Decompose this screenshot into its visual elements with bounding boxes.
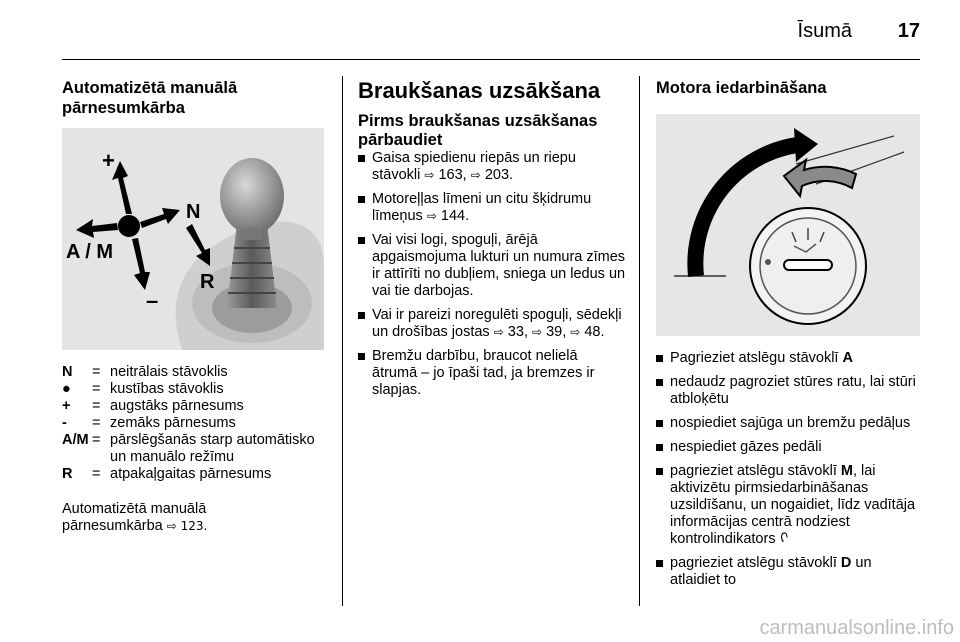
bullet-icon <box>358 237 365 244</box>
list-item: Vai ir pareizi noregulēti spoguļi, sēdekļi un drošības jostas ⇨ 33, ⇨ 39, ⇨ 48. <box>358 307 626 341</box>
list-item: Motoreļļas līmeni un citu šķidrumu līmeņus ⇨ 144. <box>358 191 626 225</box>
bullet-icon <box>656 420 663 427</box>
gear-selector-figure <box>62 128 324 350</box>
list-item: pagrieziet atslēgu stāvoklī D un atlaidiet to <box>656 555 920 589</box>
legend-row: N = neitrālais stāvoklis <box>62 364 228 380</box>
am-label: A / M <box>66 241 114 263</box>
list-item: Gaisa spiedienu riepās un riepu stāvokli ⇨ 163, ⇨ 203. <box>358 150 626 184</box>
list-item: nespiediet gāzes pedāli <box>656 439 920 456</box>
watermark: carmanualsonline.info <box>759 617 954 639</box>
pre-drive-checklist <box>358 150 626 399</box>
gearbox-heading: Automatizētā manuālā pārnesumkārba <box>62 79 238 117</box>
bullet-icon <box>656 355 663 362</box>
legend-row: ● = kustības stāvoklis <box>62 381 224 397</box>
list-item: Vai visi logi, spoguļi, ārējā apgaismojuma lukturi un numura zīmes ir attīrīti no dubļiem, sniega un ledus un vai tie darbojas. <box>358 232 626 300</box>
ignition-figure <box>656 114 920 336</box>
column-engine-start <box>656 78 920 596</box>
page-ref-link[interactable]: ⇨ <box>532 325 543 339</box>
r-label: R <box>200 271 215 293</box>
list-item: nospiediet sajūga un bremžu pedāļus <box>656 415 920 432</box>
ignition-illustration <box>656 114 920 336</box>
page-ref-link[interactable]: ⇨ <box>470 168 481 182</box>
page-number: 17 <box>897 20 920 42</box>
gearbox-reference: Automatizētā manuālā pārnesumkārba ⇨ 123. <box>62 501 208 534</box>
page-ref-link[interactable]: ⇨ <box>426 209 437 223</box>
page-header <box>0 0 960 60</box>
bullet-icon <box>358 155 365 162</box>
list-item: Bremžu darbību, braucot nelielā ātrumā – jo īpaši tad, ja bremzes ir slapjas. <box>358 348 626 399</box>
page-ref-link[interactable]: ⇨ <box>493 325 504 339</box>
legend-row: R = atpakaļgaitas pārnesums <box>62 466 272 482</box>
column-divider <box>342 76 343 606</box>
n-label: N <box>186 201 201 223</box>
section-title: Īsumā <box>797 20 852 42</box>
legend-row: A/M = pārslēgšanās starp automātisko un manuālo režīmu <box>62 432 315 465</box>
column-driving-start <box>358 78 626 406</box>
engine-start-steps <box>656 350 920 589</box>
legend-row: + = augstāks pārnesums <box>62 398 244 414</box>
plus-label: + <box>102 148 115 173</box>
page-ref-link[interactable]: ⇨ <box>570 325 581 339</box>
bullet-icon <box>358 196 365 203</box>
page-ref-link[interactable]: ⇨ <box>424 168 435 182</box>
bullet-icon <box>656 444 663 451</box>
engine-start-heading: Motora iedarbināšana <box>656 79 827 97</box>
header-rule <box>62 59 920 60</box>
gear-legend <box>62 364 324 483</box>
column-gearbox <box>62 78 324 535</box>
glow-plug-indicator-icon: ᢉ <box>779 531 788 547</box>
list-item: pagrieziet atslēgu stāvoklī M, lai aktivizētu pirmsiedarbināšanas uzsildīšanu, un nogaidiet, līdz vadītāja informācijas centrā nodziest kontrolindikators ᢉ <box>656 463 920 548</box>
list-item: nedaudz pagroziet stūres ratu, lai stūri atbloķētu <box>656 374 920 408</box>
list-item: Pagrieziet atslēgu stāvoklī A <box>656 350 920 367</box>
page-ref-link[interactable]: ⇨ 123. <box>166 519 208 533</box>
column-divider <box>639 76 640 606</box>
bullet-icon <box>358 353 365 360</box>
pre-drive-check-heading: Pirms braukšanas uzsākšanas pārbaudiet <box>358 112 598 149</box>
minus-label: – <box>146 288 159 313</box>
bullet-icon <box>656 560 663 567</box>
bullet-icon <box>358 312 365 319</box>
gear-selector-illustration <box>62 128 324 350</box>
legend-row: - = zemāks pārnesums <box>62 415 236 431</box>
bullet-icon <box>656 468 663 475</box>
driving-start-title: Braukšanas uzsākšana <box>358 78 601 103</box>
bullet-icon <box>656 379 663 386</box>
